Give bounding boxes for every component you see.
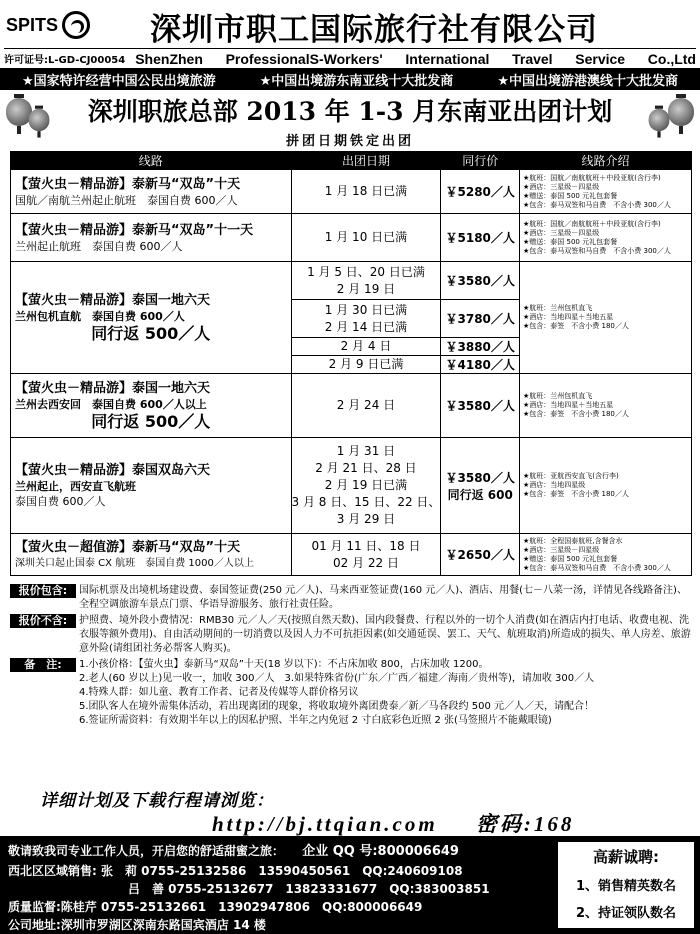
- remarks-list: [79, 658, 692, 728]
- route-cell: [11, 170, 292, 214]
- date-cell: 1 月 10 日已满: [291, 214, 441, 262]
- table-row: [11, 374, 692, 438]
- price-cell: ￥3580／人: [441, 374, 520, 438]
- banner-item: ★国家特许经营中国公民出境旅游: [22, 73, 216, 89]
- rebate-text: 同行返 500／人: [91, 323, 211, 343]
- route-desc: 兰州起止，西安直飞航班: [15, 480, 136, 493]
- slogan: 敬请致我司专业工作人员，开启您的舒适甜蜜之旅：: [8, 844, 285, 858]
- license-line: [4, 48, 696, 68]
- swirl-logo-icon: [62, 11, 90, 39]
- banner-item: ★中国出境游港澳线十大批发商: [497, 73, 678, 89]
- credentials-banner: [0, 68, 700, 90]
- price-cell: ￥5180／人: [441, 214, 520, 262]
- remark-item: 2.老人(60 岁以上)见一收一，加收 300／人 3.如果特殊省份(广东／广西／福建／海南／贵州等)，请加收 300／人: [79, 673, 595, 684]
- route-title: 【萤火虫－精品游】泰新马“双岛”十一天: [15, 222, 254, 238]
- rebate-text: 同行返 500／人: [91, 411, 211, 431]
- route-cell: [11, 534, 292, 576]
- route-desc: 国航／南航兰州起止航班 泰国自费 600／人: [15, 193, 238, 207]
- remark-item: 6.签证所需资料：有效期半年以上的因私护照、半年之内免冠 2 寸白底彩色近照 2 张(马签照片不能戴眼镜): [79, 715, 552, 726]
- route-cell: [11, 374, 292, 438]
- title-row: [0, 92, 700, 128]
- included-label: 报价包含:: [10, 584, 76, 598]
- banner-item: ★中国出境游东南亚线十大批发商: [259, 73, 454, 89]
- tour-schedule-table: [10, 151, 692, 576]
- date-cell: 1 月 18 日已满: [291, 170, 441, 214]
- price-notes: [10, 584, 692, 730]
- company-logo: [6, 8, 136, 42]
- remarks-note: [10, 658, 692, 728]
- price-cell: ￥3580／人 同行返 600: [441, 438, 520, 534]
- route-desc: 泰国自费 600／人: [15, 495, 106, 508]
- table-row: [11, 534, 692, 576]
- remark-item: 1.小孩价格：【萤火虫】泰新马“双岛”十天(18 岁以下)：不占床加收 800，占床加收 1200。: [79, 659, 489, 670]
- address-line: 公司地址:深圳市罗湖区深南东路国宾酒店 14 楼: [8, 918, 266, 932]
- route-cell: [11, 262, 292, 374]
- date-cell: 1 月 30 日已满 2 月 14 日已满: [291, 300, 441, 338]
- sales-contact: 张 莉 0755-25132586 13590450561 QQ:240609108: [101, 864, 463, 878]
- intro-cell: ★航班：兰州包机直飞 ★酒店：当地四星＋当地五星 ★包含：泰签 不含小费 180／人: [520, 374, 692, 438]
- lantern-icon: [668, 92, 694, 132]
- column-header: 出团日期: [291, 152, 441, 170]
- intro-cell: ★航班：亚航西安直飞(含行李) ★酒店：当地四星级 ★包含：泰签 不含小费 180／人: [520, 438, 692, 534]
- date-cell: 1 月 31 日 2 月 21 日、28 日 2 月 19 日已满 3 月 8 日、15 日、22 日、 3 月 29 日: [291, 438, 441, 534]
- column-header: 同行价: [441, 152, 520, 170]
- route-title: 【萤火虫－精品游】泰国一地六天: [15, 292, 211, 308]
- excluded-note: [10, 614, 692, 656]
- route-title: 【萤火虫－精品游】泰国双岛六天: [15, 463, 211, 478]
- route-cell: [11, 214, 292, 262]
- price-cell: ￥4180／人: [441, 356, 520, 374]
- quality-line: 质量监督:陈桂芹 0755-25132661 13902947806 QQ:800006649: [8, 900, 423, 914]
- intro-cell: ★航班：国航／南航航班＋中段亚航(含行李) ★酒店：三星级－四星级 ★赠送：泰国 500 元礼包套餐 ★包含：泰马双签和马自费 不含小费 300／人: [520, 214, 692, 262]
- recruitment-box: [556, 840, 696, 930]
- date-cell: 2 月 4 日: [291, 338, 441, 356]
- sales-line-2: [128, 880, 490, 897]
- included-text: 国际机票及出境机场建设费、泰国签证费(250 元／人)、马来西亚签证费(160 元／人)、酒店、用餐(七－八菜一汤，详情见各线路备注)、全程空调旅游车景点门票、华语导游服务、旅行社责任险。: [79, 585, 687, 610]
- price-cell: ￥3580／人: [441, 262, 520, 300]
- table-header-row: [11, 152, 692, 170]
- price-cell: ￥3880／人: [441, 338, 520, 356]
- date-cell: 2 月 24 日: [291, 374, 441, 438]
- excluded-label: 报价不含:: [10, 614, 76, 628]
- recruit-item: 1、销售精英数名: [575, 879, 677, 894]
- english-company-name: ShenZhen ProfessionalS-Workers' International Travel Service Co.,Ltd: [135, 50, 696, 67]
- column-header: 线路: [11, 152, 292, 170]
- browse-prompt: 详细计划及下载行程请浏览：: [40, 791, 274, 811]
- table-row: [11, 438, 692, 534]
- sales-contact: 吕 善 0755-25132677 13823331677 QQ:383003851: [128, 882, 490, 896]
- route-desc: 兰州起止航班 泰国自费 600／人: [15, 239, 183, 253]
- route-title: 【萤火虫－精品游】泰新马“双岛”十天: [15, 176, 241, 192]
- license-number: 许可证号:L-GD-CJ00054: [4, 55, 126, 66]
- page-subtitle: 拼团日期铁定出团: [285, 134, 414, 149]
- remark-item: 5.团队客人在境外需集体活动，若出现离团的现象，将收取境外离团费泰／新／马各段约 500 元／人／天，请配合！: [79, 701, 594, 712]
- date-cell: 1 月 5 日、20 日已满 2 月 19 日: [291, 262, 441, 300]
- intro-cell: ★航班：全程国泰航班,含餐含水 ★酒店：三星级－四星级 ★赠送：泰国 500 元礼包套餐 ★包含：泰马双签和马自费 不含小费 300／人: [520, 534, 692, 576]
- table-row: [11, 170, 692, 214]
- route-desc: 兰州去西安回 泰国自费 600／人以上: [15, 397, 207, 411]
- intro-cell: ★航班：兰州包机直飞 ★酒店：当地四星＋当地五星 ★包含：泰签 不含小费 180／人: [520, 262, 692, 374]
- table-row: [11, 214, 692, 262]
- rebate-text: 同行返 600: [447, 487, 513, 502]
- included-note: [10, 584, 692, 612]
- column-header: 线路介绍: [520, 152, 692, 170]
- route-desc: 兰州包机直航 泰国自费 600／人: [15, 309, 185, 323]
- date-cell: 2 月 9 日已满: [291, 356, 441, 374]
- date-cell: 01 月 11 日、18 日 02 月 22 日: [291, 534, 441, 576]
- price-cell: ￥3780／人: [441, 300, 520, 338]
- slogan-line: [8, 840, 459, 859]
- price-cell: ￥2650／人: [441, 534, 520, 576]
- download-password: 密码:168: [475, 812, 575, 836]
- route-title: 【萤火虫－精品游】泰国一地六天: [15, 380, 211, 396]
- intro-cell: ★航班：国航／南航航班＋中段亚航(含行李) ★酒店：三星级－四星级 ★赠送：泰国 500 元礼包套餐 ★包含：泰马双签和马自费 不含小费 300／人: [520, 170, 692, 214]
- route-desc: 深圳关口起止国泰 CX 航班 泰国自费 1000／人以上: [15, 557, 254, 569]
- website-link[interactable]: http://bj.ttqian.com: [212, 812, 438, 836]
- contact-footer: [0, 836, 700, 934]
- table-row: [11, 262, 692, 300]
- contact-info: [0, 836, 552, 934]
- logo-text: SPITS: [6, 14, 59, 35]
- company-name: 深圳市职工国际旅行社有限公司: [150, 12, 598, 48]
- enterprise-qq: 企业 QQ 号:800006649: [302, 844, 459, 859]
- route-title: 【萤火虫－超值游】泰新马“双岛”十天: [15, 539, 241, 555]
- website-line: [212, 808, 574, 838]
- recruit-title: 高薪诚聘:: [593, 848, 659, 866]
- recruit-item: 2、持证领队数名: [575, 906, 677, 921]
- page-title: 深圳职旅总部 2013 年 1-3 月东南亚出团计划: [87, 97, 613, 126]
- sales-label: 西北区区域销售:: [8, 864, 97, 878]
- remarks-label: 备 注:: [10, 658, 76, 672]
- excluded-text: 护照费、境外段小费情况：RMB30 元／人／天(按照自然天数)、国内段餐费、行程以外的一切个人消费(如在酒店内打电话、收费电视、洗衣服等额外费用)、自由活动期间的一切消费以及因人力不可抗拒因素(如交通延误、罢工、天气、航班取消)所造成的损失、单人房差、旅游意外险(请组团社务必帮客人购买)。: [79, 615, 691, 654]
- remark-item: 4.特殊人群：如儿童、教育工作者、记者及传媒等人群价格另议: [79, 687, 359, 698]
- price-cell: ￥5280／人: [441, 170, 520, 214]
- sales-line-1: [8, 862, 463, 879]
- route-cell: [11, 438, 292, 534]
